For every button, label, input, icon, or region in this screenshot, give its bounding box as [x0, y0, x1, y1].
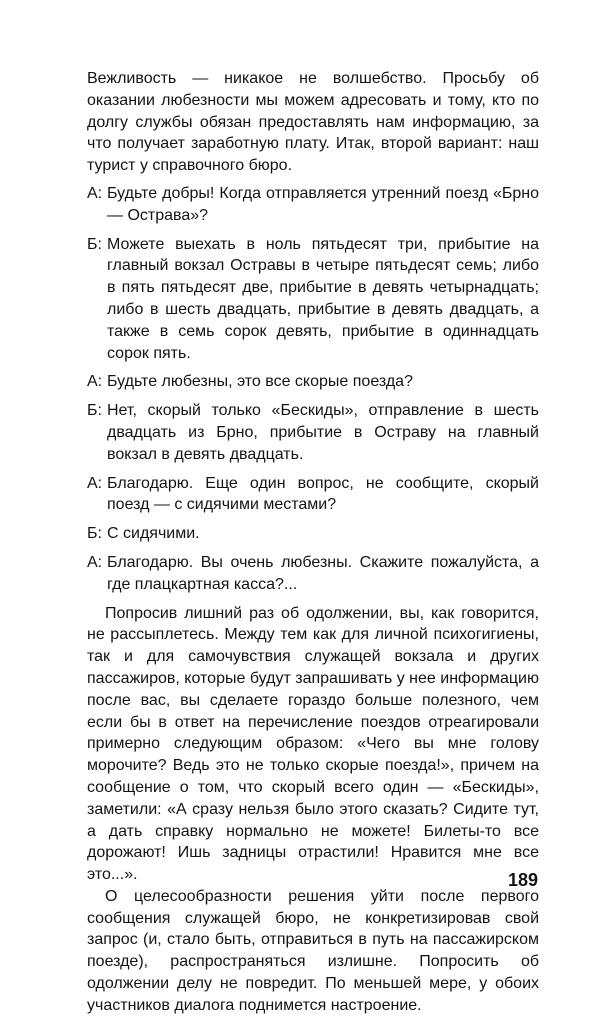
dialogue-text: С сидячими. — [107, 525, 200, 543]
speaker-label: А: — [87, 553, 103, 571]
dialogue-line — [87, 552, 539, 596]
dialogue-text: Благодарю. Вы очень любезны. Скажите пожалуйста, а где плацкартная касса?... — [107, 553, 539, 593]
dialogue-line — [87, 400, 539, 465]
dialogue-line — [87, 523, 539, 545]
speaker-label: А: — [87, 474, 103, 492]
dialogue — [87, 183, 539, 596]
speaker-label: А: — [87, 373, 103, 391]
dialogue-text: Благодарю. Еще один вопрос, не сообщите, скорый поезд — с сидячими местами? — [107, 474, 539, 514]
dialogue-text: Нет, скорый только «Бескиды», отправление в шесть двадцать из Брно, прибытие в Остраву на главный вокзал в девять двадцать. — [107, 402, 539, 463]
dialogue-text: Можете выехать в ноль пятьдесят три, прибытие на главный вокзал Остравы в четыре пятьдесят семь; либо в пять пятьдесят две, прибытие в девять четырнадцать; либо в шесть двадцать, прибытие в девять двадцать, а также в семь сорок девять, прибытие в одиннадцать сорок пять. — [107, 235, 539, 362]
page-body — [87, 68, 539, 1017]
dialogue-line — [87, 371, 539, 393]
speaker-label: Б: — [87, 525, 102, 543]
speaker-label: Б: — [87, 235, 102, 253]
dialogue-text: Будьте добры! Когда отправляется утренний поезд «Брно — Острава»? — [107, 184, 539, 224]
body-paragraph: О целесообразности решения уйти после первого сообщения служащей бюро, не конкретизировав свой запрос (и, стало быть, отправиться в путь на пассажирском поезде), распространяться излишне. Попросить об одолжении делу не повредит. По меньшей мере, у обоих участников диалога поднимется настроение. — [87, 887, 539, 1014]
speaker-label: А: — [87, 184, 103, 202]
intro-paragraph: Вежливость — никакое не волшебство. Просьбу об оказании любезности мы можем адресовать и тому, кто по долгу службы обязан предоставлять нам информацию, за что получает заработную плату. Итак, второй вариант: наш турист у справочного бюро. — [87, 70, 539, 175]
speaker-label: Б: — [87, 402, 102, 420]
body-paragraph: Попросив лишний раз об одолжении, вы, как говорится, не рассыплетесь. Между тем как для личной психогигиены, так и для самочувствия служащей вокзала и других пассажиров, которые будут запрашивать у нее информацию после вас, вы сделаете гораздо больше полезного, чем если бы в ответ на перечисление поездов отреагировали примерно следующим образом: «Чего вы мне голову морочите? Ведь это не только скорые поезда!», причем на сообщение о том, что скорый всего один — «Бескиды», заметили: «А сразу нельзя было этого сказать? Сидите тут, а дать справку нормально не можете! Билеты-то все дорожают! Ишь задницы отрастили! Нравится мне все это...». — [87, 604, 539, 884]
dialogue-text: Будьте любезны, это все скорые поезда? — [107, 373, 413, 391]
dialogue-line — [87, 473, 539, 517]
page-number: 189 — [507, 870, 538, 890]
dialogue-line — [87, 234, 539, 365]
dialogue-line — [87, 183, 539, 227]
